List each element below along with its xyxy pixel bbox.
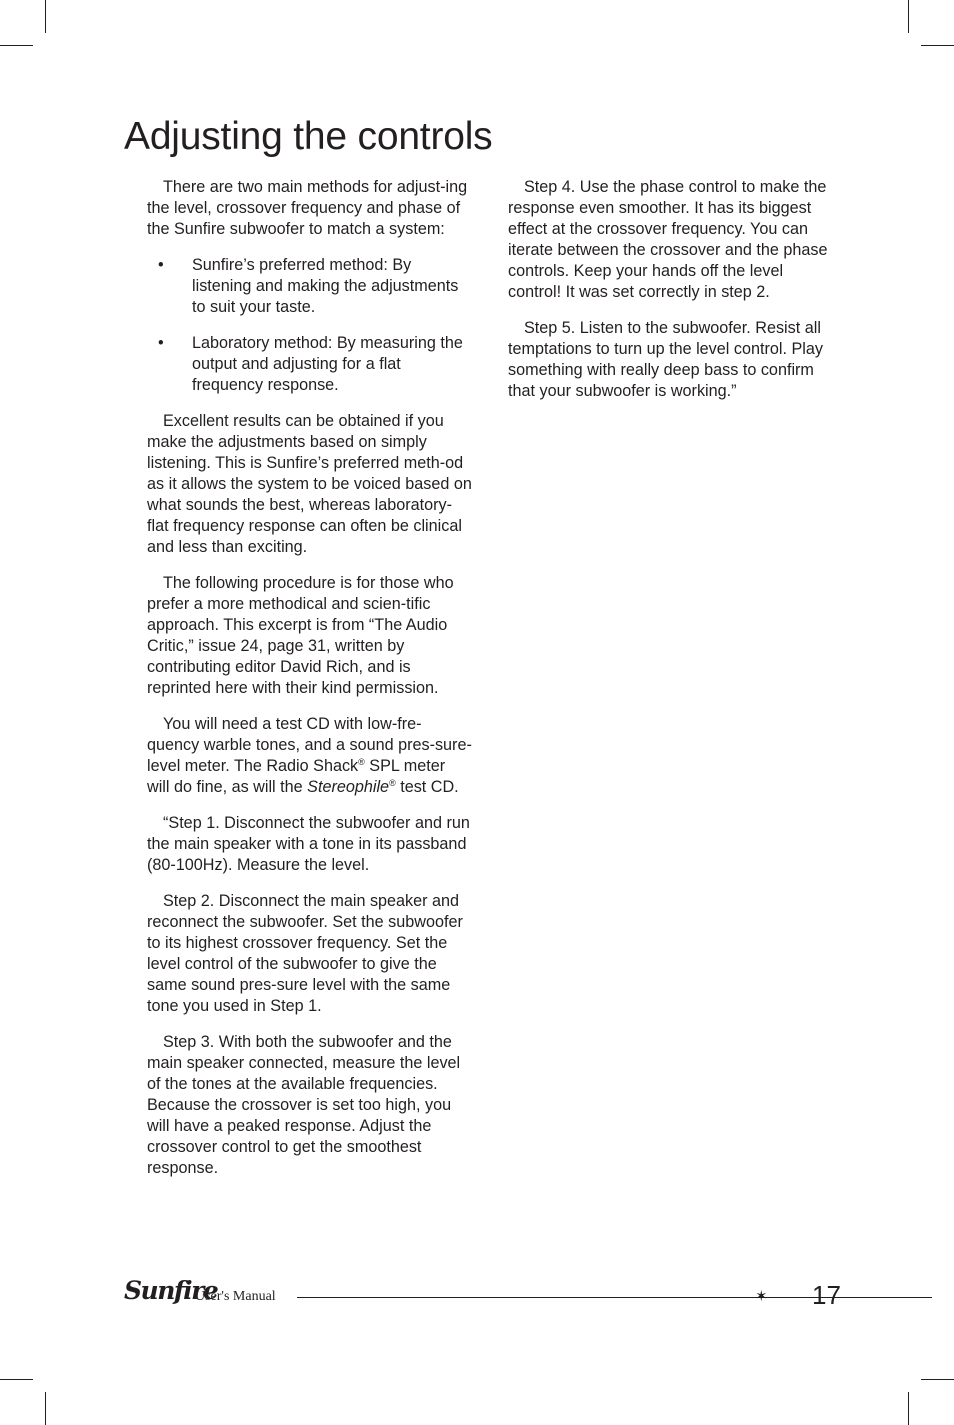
list-item <box>147 333 472 396</box>
equipment-text-3: test CD. <box>395 778 459 796</box>
procedure-paragraph: The following procedure is for those who prefer a more methodical and scien-tific approach. This excerpt is from “The Audio Critic,” issue 24, page 31, written by contributing editor David Rich, and is reprinted here with their kind permission. <box>147 574 454 697</box>
step-3-paragraph: Step 3. With both the subwoofer and the main speaker connected, measure the level of the tones at the available frequencies. Because the crossover is set too high, you will have a peaked response. Adjust the crossover control to get the smoothest response. <box>147 1033 461 1177</box>
crop-mark <box>908 1392 909 1425</box>
footer-label: User's Manual <box>195 1289 276 1304</box>
step-2-paragraph: Step 2. Disconnect the main speaker and reconnect the subwoofer. Set the subwoofer to its highest crossover frequency. Set the level control of the subwoofer to give the same sound pres-sure level with the same tone you used in Step 1. <box>147 892 463 1015</box>
list-item-text: Laboratory method: By measuring the output and adjusting for a flat frequency response. <box>192 334 463 394</box>
registered-mark: ® <box>358 757 365 767</box>
intro-paragraph: There are two main methods for adjust-ing the level, crossover frequency and phase of the Sunfire subwoofer to match a system: <box>147 178 468 238</box>
page-title: Adjusting the controls <box>124 115 493 158</box>
crop-mark <box>921 45 954 46</box>
left-column <box>147 177 472 1194</box>
crop-mark <box>908 0 909 33</box>
step-5-paragraph: Step 5. Listen to the subwoofer. Resist all temptations to turn up the level control. Play something with really deep bass to confirm that your subwoofer is working.” <box>508 319 823 400</box>
crop-mark <box>921 1379 954 1380</box>
crop-mark <box>45 0 46 33</box>
stereophile-name: Stereophile <box>307 778 390 796</box>
crop-mark <box>45 1392 46 1425</box>
bullet-icon: • <box>158 334 164 352</box>
right-column <box>508 177 833 417</box>
page-footer <box>124 1276 844 1316</box>
listening-paragraph: Excellent results can be obtained if you make the adjustments based on simply listening. This is Sunfire’s preferred meth-od as it allows the system to be voiced based on what sounds the best, whereas laboratory-flat frequency response can often be clinical and less than exciting. <box>147 412 472 556</box>
equipment-text-2: SPL meter will do fine, as will the <box>147 757 446 796</box>
bullet-icon: • <box>158 256 164 274</box>
crop-mark <box>0 1379 33 1380</box>
method-list <box>147 255 472 396</box>
sunfire-logo: Sunfire <box>124 1276 218 1305</box>
page-number: 17 <box>812 1280 841 1310</box>
equipment-text-1: You will need a test CD with low-fre-quency warble tones, and a sound pres-sure-level meter. The Radio Shack <box>147 715 472 775</box>
registered-mark: ® <box>389 778 396 788</box>
step-1-paragraph: “Step 1. Disconnect the subwoofer and run the main speaker with a tone in its passband (80-100Hz). Measure the level. <box>147 814 470 874</box>
star-ornament-icon: ✶ <box>755 1288 768 1305</box>
step-4-paragraph: Step 4. Use the phase control to make the response even smoother. It has its biggest effect at the crossover frequency. You can iterate between the crossover and the phase controls. Keep your hands off the level control! It was set correctly in step 2. <box>508 178 828 301</box>
equipment-paragraph <box>147 714 472 798</box>
list-item <box>147 255 472 318</box>
crop-mark <box>0 45 33 46</box>
list-item-text: Sunfire’s preferred method: By listening and making the adjustments to suit your taste. <box>192 256 459 316</box>
